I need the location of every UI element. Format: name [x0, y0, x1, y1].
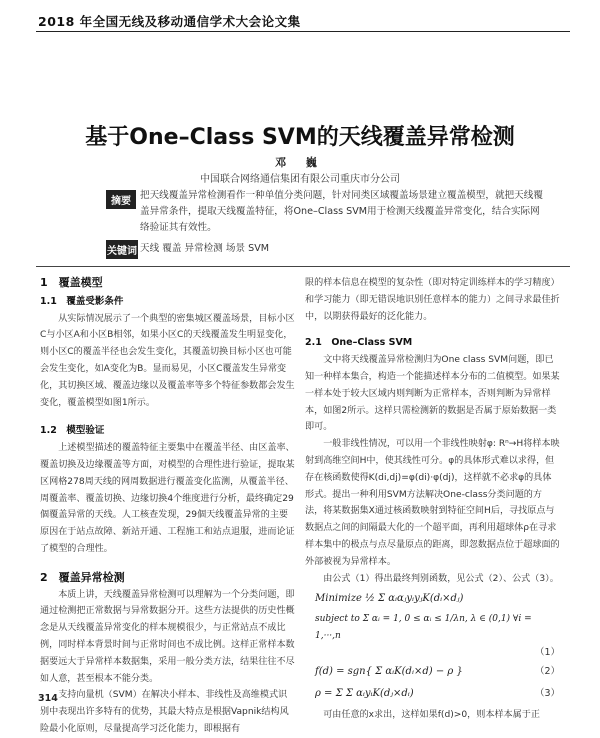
section-2-1-body: 文中将天线覆盖异常检测归为One class SVM问题，即已知一种样本集合，构造一个能描述样本分布的二值模型。如果某一样本处于较大区域内则判断为正常样本，否则判断为异常样本，如图2所示。这样只需检测新的数据是否属于原始数据一类即可。: [305, 355, 560, 433]
page-number: 314: [38, 693, 58, 704]
running-header: 2018 年全国无线及移动通信学术大会论文集: [38, 14, 301, 29]
final-paragraph: 可由任意的x求出，这样如果f(d)>0，则本样本属于正: [323, 710, 540, 721]
abstract-text: 把天线覆盖异常检测看作一种单值分类问题，针对同类区域覆盖场景建立覆盖模型，就把天线覆盖异常条件，提取天线覆盖特征，将One–Class SVM用于检测天线覆盖异常变化，结合实际网络验证其有效性。: [140, 190, 543, 233]
right-continuation: 限的样本信息在模型的复杂性（即对特定训练样本的学习精度）和学习能力（即无错误地识别任意样本的能力）之间寻求最佳折中，以期获得最好的泛化能力。: [305, 278, 560, 322]
equation-3: [305, 686, 560, 703]
left-column: [40, 275, 295, 738]
section-2-body-2: 支持向量机（SVM）在解决小样本、非线性及高维模式识别中表现出许多特有的优势，其最大特点是根据Vapnik结构风险最小化原则，尽量提高学习泛化能力，即根据有: [40, 690, 289, 734]
equation-3-text: ρ = Σ Σ αᵢyᵢK(dⱼ×dᵢ): [315, 688, 414, 700]
equation-3-number: （3）: [534, 688, 560, 700]
equation-1-number: （1）: [534, 646, 560, 658]
section-1-1-heading: 1.1 覆盖受影条件: [40, 295, 124, 307]
paper-title: 基于One–Class SVM的天线覆盖异常检测: [85, 125, 515, 150]
section-2-1-body-3: 由公式（1）得出最终判别函数，见公式（2）、公式（3）。: [323, 573, 559, 584]
right-column: [305, 275, 560, 724]
section-1-heading: 1 覆盖模型: [40, 276, 103, 289]
equation-1-line-2: subject to Σ αᵢ = 1, 0 ≤ αᵢ ≤ 1/λn, λ ∈ (0,1) ∀i = 1,···,n: [315, 614, 532, 641]
section-2-1-heading: 2.1 One–Class SVM: [305, 337, 413, 349]
equation-2: [305, 664, 560, 681]
section-rule: [36, 266, 570, 267]
author: 邓 巍: [275, 156, 325, 169]
equation-2-number: （2）: [534, 665, 560, 677]
abstract-tag: 摘要: [106, 190, 136, 209]
affiliation: 中国联合网络通信集团有限公司重庆市分公司: [200, 174, 400, 185]
header-rule: [36, 31, 570, 32]
section-2-body-1: 本质上讲，天线覆盖异常检测可以理解为一个分类问题，即通过检测把正常数据与异常数据分开。这些方法提供的历史性概念是从天线覆盖异常变化的样本规模很少，与正常站点不成比例，同时样本背景时间与正常时间也不成比例。这样正常样本数据要远大于异常样本数据集，采用一般分类方法，结果往往不尽如人意，甚至根本不能分类。: [40, 589, 295, 684]
equation-2-text: f(d) = sgn{ Σ αᵢK(dᵢ×d) − ρ }: [315, 665, 463, 677]
section-1-2-body: 上述模型描述的覆盖特征主要集中在覆盖半径、由区盖率、覆盖切换及边缘覆盖等方面，对模型的合理性进行验证，提取某区网格278周天线的网周数据进行覆盖变化监测，从覆盖半径、周覆盖率、覆盖切换、边缘切换4个维度进行分析，最终确定29個覆盖异常的天线。人工核查发现，29個天线覆盖异常的主要原因在于站点故障、新站开通、工程施工和站点退服，进而论证了模型的合理性。: [40, 443, 295, 554]
section-2-1-body-2: 一般非线性情况，可以用一个非线性映射φ: Rⁿ→H将样本映射到高维空间H中，使其线性可分。φ的具体形式难以求得，但存在核函数使得K(di,dj)=φ(di)·φ(dj)，这样就不必求φ的具体形式。提出一种利用SVM方法解决One-class分类问题的方法，将某数据集X通过核函数映射到特征空间H后，寻找原点与数据点之间的间隔最大化的一个超平面，再利用超球体ρ在寻求样本集中的极点与点尽量原点的距离，即忽数据点位于超球面的外部被视为异常样本。: [305, 439, 560, 567]
equation-1-line-1: Minimize ½ Σ αᵢαⱼyᵢyⱼK(dᵢ×dⱼ): [315, 593, 464, 605]
section-1-2-heading: 1.2 模型验证: [40, 425, 105, 437]
section-1-1-body: 从实际情况展示了一个典型的密集城区覆盖场景，目标小区C与小区A和小区B相邻，如果小区C的天线覆盖发生明显变化，则小区C的覆盖半径也会发生变化，其覆盖切换目标小区也可能会发生变化，如A变化为B。显而易见，小区C覆盖发生异常变化，其切换区域、覆盖边缘以及覆盖率等多个特征参数都会发生变化，覆盖模型如图1所示。: [40, 313, 295, 408]
section-2-heading: 2 覆盖异常检测: [40, 570, 125, 584]
keywords-text: 天线 覆盖 异常检测 场景 SVM: [140, 243, 270, 254]
keywords-tag: 关键词: [106, 240, 138, 259]
equation-1: [305, 591, 560, 661]
